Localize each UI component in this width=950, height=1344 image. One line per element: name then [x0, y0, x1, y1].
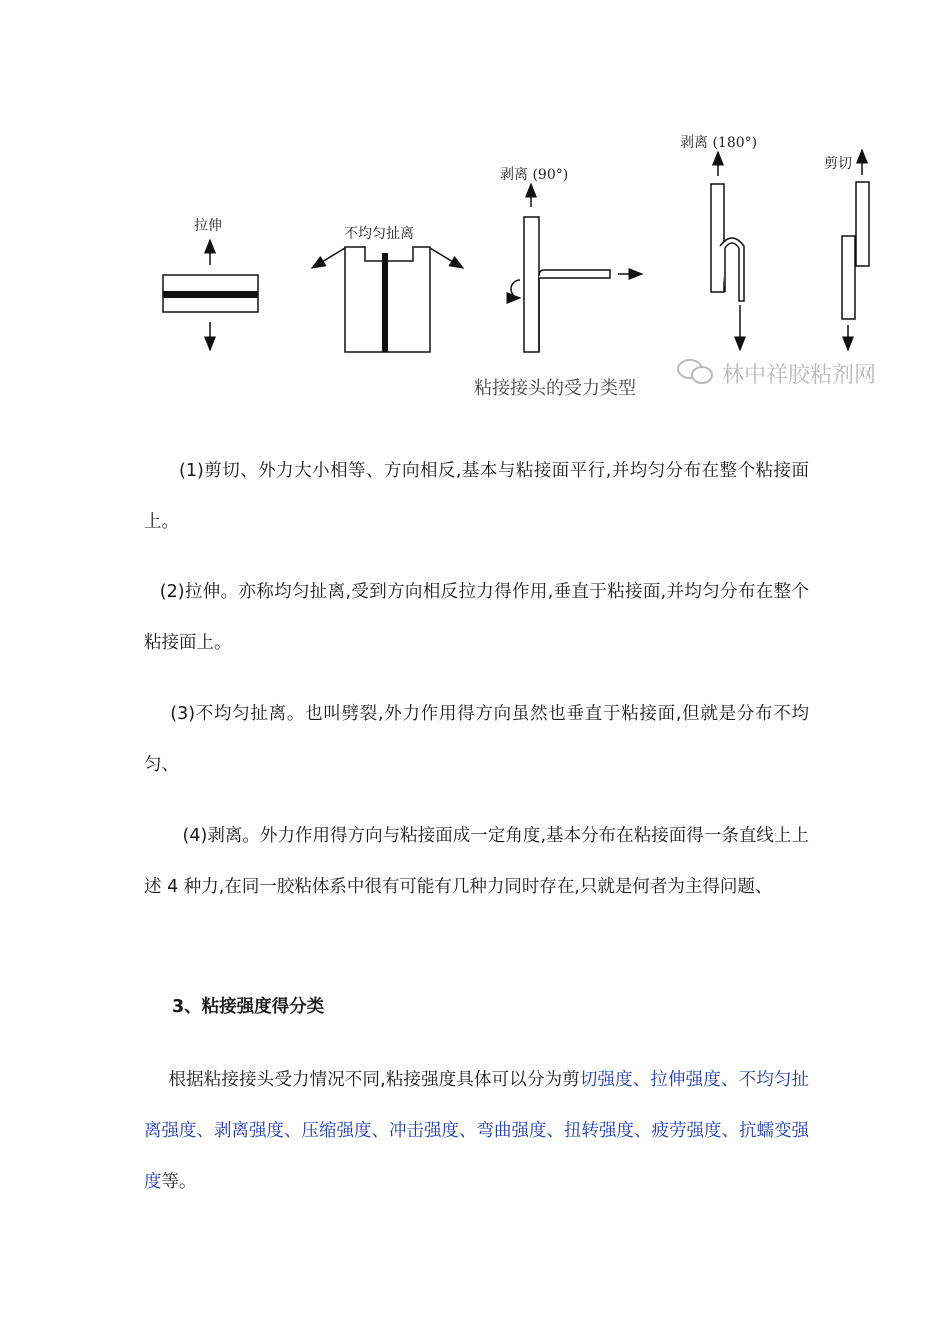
peel-90-joint [511, 184, 642, 352]
cleavage-label: 不均匀扯离 [344, 226, 414, 242]
shear-label: 剪切 [824, 156, 852, 172]
classification-intro: 根据粘接接头受力情况不同,粘接强度具体可以分为剪 [168, 1070, 580, 1090]
cleavage-joint [312, 247, 463, 352]
tension-label: 拉伸 [194, 218, 222, 234]
paragraph-peel: (4)剥离。外力作用得方向与粘接面成一定角度,基本分布在粘接面得一条直线上上述 4 种力,在同一胶粘体系中很有可能有几种力同时存在,只就是何者为主得问题、 [144, 826, 809, 897]
shear-joint [842, 150, 869, 350]
tension-joint [163, 240, 258, 350]
paragraph-classification [144, 1055, 809, 1208]
paragraph-tension: (2)拉伸。亦称均匀扯离,受到方向相反拉力得作用,垂直于粘接面,并均匀分布在整个粘接面上。 [144, 582, 809, 653]
strength-types-link[interactable]: 切强度、拉伸强度、不均匀扯离强度、剥离强度、压缩强度、冲击强度、弯曲强度、扭转强度、疲劳强度、抗蠕变强度 [144, 1070, 810, 1192]
peel-180-label: 剥离 (180°) [680, 135, 758, 151]
peel-90-label: 剥离 (90°) [500, 167, 569, 183]
watermark-text: 林中祥胶粘剂网 [722, 363, 877, 388]
wechat-icon [676, 357, 716, 387]
paragraph-cleavage: (3)不均匀扯离。也叫劈裂,外力作用得方向虽然也垂直于粘接面,但就是分布不均匀、 [144, 704, 809, 775]
classification-end: 等。 [161, 1172, 197, 1192]
figure-caption: 粘接接头的受力类型 [474, 378, 636, 399]
paragraph-shear: (1)剪切、外力大小相等、方向相反,基本与粘接面平行,并均匀分布在整个粘接面上。 [144, 461, 809, 532]
adhesive-joint-force-diagram [140, 120, 920, 410]
section-heading: 3、粘接强度得分类 [172, 997, 325, 1017]
peel-180-joint [711, 152, 744, 350]
